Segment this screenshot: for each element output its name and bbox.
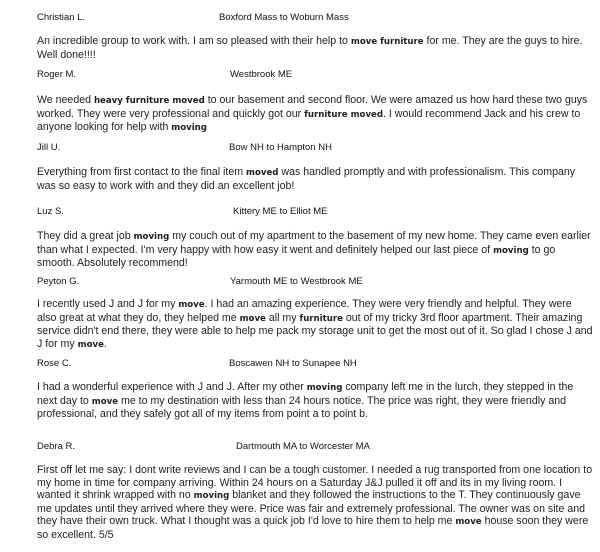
review-text	[37, 298, 593, 351]
review-text-segment: to our basement and second floor. We were amazed us how hard these two guys worked. They were very professional and quickly got our	[37, 94, 588, 120]
review-text	[37, 94, 593, 135]
review-text-segment: all my	[265, 311, 300, 324]
keyword-highlight: moved	[246, 168, 279, 178]
review-text-segment: out of my tricky 3rd floor apartment. Their amazing service didn't end there, they were able to help me pack my storage unit to get the most out of it. So glad I chose J and J for my	[37, 311, 593, 350]
review-text-segment: my couch out of my apartment to the basement of my new home. They came even earlier than what I expected. I'm very happy with how easy it went and definitely helped our last piece of	[37, 230, 591, 256]
move-route: Westbrook ME	[230, 69, 293, 80]
move-route: Boscawen NH to Sunapee NH	[229, 358, 357, 369]
move-route: Yarmouth ME to Westbrook ME	[230, 276, 363, 287]
review-text-segment: house soon they were so excellent. 5/5	[37, 515, 589, 541]
review-text-segment: Everything from first contact to the final item	[37, 166, 247, 178]
review-text-segment: . I had an amazing experience. They were very friendly and helpful. They were also great at what they do, they helped me	[37, 298, 572, 324]
reviewer-name: Jill U.	[37, 142, 61, 153]
review-text-segment: They did a great job	[37, 230, 134, 242]
review-text-segment: was handled promptly and with professionalism. This company was so easy to work with and they did an excellent job!	[37, 166, 576, 192]
reviewer-name: Debra R.	[37, 441, 76, 452]
keyword-highlight: move	[239, 313, 266, 324]
review-text-segment: An incredible group to work with. I am so pleased with their help to	[37, 35, 351, 47]
move-route: Boxford Mass to Woburn Mass	[219, 12, 349, 23]
reviewer-name: Rose C.	[37, 358, 72, 369]
review-text-segment: I had a wonderful experience with J and J. After my other	[37, 381, 307, 393]
review-text	[37, 230, 593, 270]
move-route: Bow NH to Hampton NH	[229, 142, 332, 153]
reviewer-name: Roger M.	[37, 69, 77, 80]
reviewer-name: Luz S.	[37, 206, 64, 217]
review-text-segment: . I would recommend Jack and his crew to anyone looking for help with	[37, 107, 581, 134]
keyword-highlight: move	[91, 396, 119, 407]
keyword-highlight: moving	[493, 245, 529, 256]
keyword-highlight: moving	[193, 491, 230, 502]
review-text-segment: company left me in the lurch, they stepped in the next day to	[37, 381, 574, 407]
keyword-highlight: furniture	[299, 313, 343, 324]
move-route: Dartmouth MA to Worcester MA	[236, 441, 370, 452]
keyword-highlight: move furniture	[350, 37, 424, 47]
review-text-segment: me to my destination with less than 24 hours notice. The price was right, they were friendly and professional, and they safely got all of my items from point a to point b.	[37, 394, 566, 421]
review-text	[37, 35, 593, 61]
review-text	[37, 381, 593, 421]
review-text-segment: .	[103, 337, 107, 350]
review-text-segment: for me. They are the guys to hire. Well done!!!!	[37, 35, 583, 61]
keyword-highlight: furniture moved	[304, 109, 384, 120]
keyword-highlight: move	[77, 339, 104, 350]
keyword-highlight: moving	[171, 123, 207, 134]
review-text	[37, 464, 593, 542]
review-text-segment: to go smooth. Absolutely recommend!	[37, 243, 556, 270]
review-text-segment: blanket and they followed the instructions to the T. They continuously gave me updates until they arrived where they were. Price was fair and extremely professional. The owner was on site and they have their own truck. What I thought was a quick job I'd love to hire them to help me	[37, 489, 586, 528]
review-text-segment: First off let me say: I dont write reviews and I can be a tough customer. I needed a rug transported from one location to my home in time for company arriving. Within 24 hours on a Saturday J&J pulled it off and its in my living room. I wanted it shrink wrapped with no	[37, 464, 593, 502]
move-route: Kittery ME to Elliot ME	[233, 206, 328, 217]
review-text-segment: We needed	[37, 94, 94, 106]
keyword-highlight: move	[178, 300, 205, 310]
review-text	[37, 166, 593, 192]
keyword-highlight: moving	[306, 383, 343, 393]
reviewer-name: Peyton G.	[37, 276, 80, 287]
keyword-highlight: moving	[133, 232, 170, 242]
keyword-highlight: heavy furniture moved	[93, 96, 205, 106]
review-text-segment: I recently used J and J for my	[37, 298, 179, 310]
keyword-highlight: move	[455, 517, 482, 528]
reviewer-name: Christian L.	[37, 12, 86, 23]
